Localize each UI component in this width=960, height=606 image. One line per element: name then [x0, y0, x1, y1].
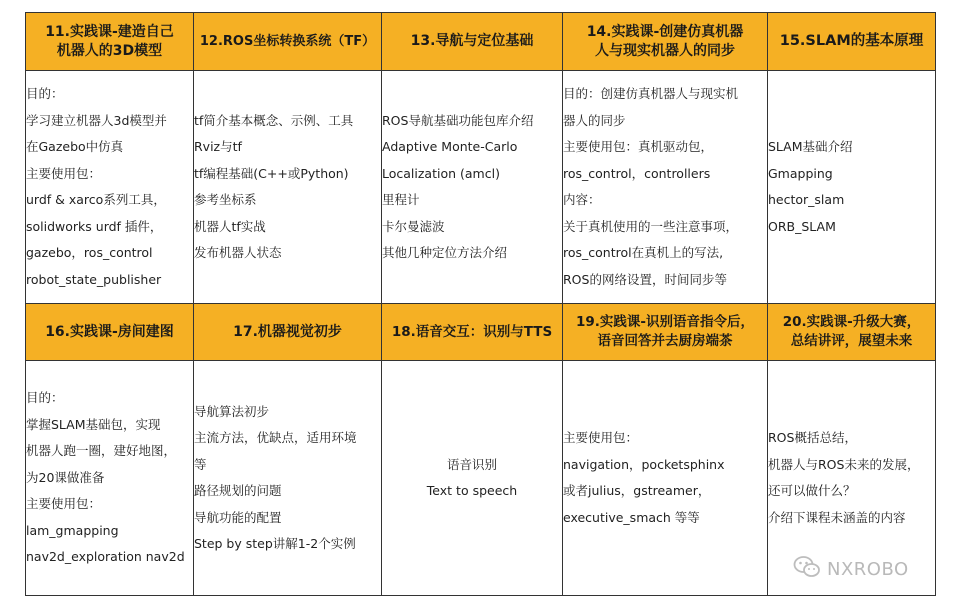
cell-line: 语音识别 — [446, 456, 497, 472]
wechat-icon — [793, 555, 821, 584]
header-cell — [26, 13, 194, 71]
header-cell — [382, 304, 563, 361]
cell-line: 参考坐标系 — [194, 192, 257, 207]
cell-line: Localization (amcl) — [382, 165, 500, 181]
cell-line: 还可以做什么？ — [768, 483, 856, 498]
cell-line: Step by step讲解1-2个实例 — [194, 536, 356, 551]
cell-line: Adaptive Monte-Carlo — [382, 139, 518, 154]
content-cell-11 — [26, 71, 194, 304]
cell-line: robot_state_publisher — [26, 271, 162, 287]
cell-line: tf编程基础(C++或Python) — [194, 165, 349, 181]
cell-line: SLAM基础介绍 — [768, 139, 853, 154]
header-13: 13.导航与定位基础 — [410, 33, 534, 49]
cell-line: 或者julius，gstreamer， — [563, 483, 711, 498]
content-cell-17 — [194, 361, 382, 596]
cell-line: executive_smach 等等 — [563, 509, 700, 525]
course-table — [25, 12, 936, 596]
cell-line: 机器人tf实战 — [194, 218, 266, 234]
cell-line: ros_control在真机上的写法, — [563, 245, 724, 260]
content-cell-13 — [382, 71, 563, 304]
cell-line: ros_control，controllers — [563, 165, 711, 181]
cell-line: 为20课做准备 — [26, 469, 105, 485]
cell-line: 等 — [194, 456, 207, 472]
content-cell-18 — [382, 361, 563, 596]
cell-line: 目的： — [26, 390, 64, 406]
header-12: 12.ROS坐标转换系统（TF） — [199, 34, 376, 49]
watermark — [793, 555, 909, 584]
cell-line: hector_slam — [768, 192, 845, 207]
header-cell — [194, 13, 382, 71]
header-cell — [563, 304, 768, 361]
cell-line: Text to speech — [426, 483, 518, 498]
cell-line: 主要使用包： — [26, 496, 102, 512]
cell-line: ROS的网络设置，时间同步等 — [563, 271, 727, 287]
cell-line: lam_gmapping — [26, 522, 119, 538]
cell-line: 发布机器人状态 — [194, 245, 282, 260]
cell-line: Rviz与tf — [194, 139, 242, 154]
cell-line: solidworks urdf 插件， — [26, 218, 163, 234]
header-cell — [563, 13, 768, 71]
header-17: 17.机器视觉初步 — [233, 323, 342, 340]
header-15: 15.SLAM的基本原理 — [779, 33, 924, 49]
cell-line: 其他几种定位方法介绍 — [382, 245, 508, 260]
cell-line: 导航功能的配置 — [194, 509, 282, 525]
content-cell-19 — [563, 361, 768, 596]
cell-line: 里程计 — [382, 192, 420, 207]
cell-line: navigation，pocketsphinx — [563, 456, 725, 472]
cell-line: Gmapping — [768, 165, 833, 181]
content-cell-12 — [194, 71, 382, 304]
cell-line: 主要使用包： — [563, 430, 639, 445]
cell-line: ROS概括总结， — [768, 430, 857, 445]
cell-line: gazebo，ros_control — [26, 245, 153, 260]
header-18: 18.语音交互：识别与TTS — [391, 323, 553, 340]
header-row-1 — [26, 13, 936, 71]
cell-line: 掌握SLAM基础包，实现 — [26, 416, 161, 432]
header-cell — [26, 304, 194, 361]
header-14: 14.实践课-创建仿真机器人与现实机器人的同步 — [586, 23, 744, 59]
cell-line: 学习建立机器人3d模型并 — [26, 112, 167, 128]
header-cell — [382, 13, 563, 71]
cell-line: 机器人跑一圈，建好地图， — [26, 443, 177, 459]
cell-line: 在Gazebo中仿真 — [26, 139, 124, 154]
cell-line: 卡尔曼滤波 — [382, 218, 445, 234]
content-cell-15 — [768, 71, 936, 304]
cell-line: 关于真机使用的一些注意事项， — [563, 218, 739, 234]
cell-line: tf简介基本概念、示例、工具 — [194, 112, 354, 128]
content-row-1 — [26, 71, 936, 304]
header-19: 19.实践课-识别语音指令后，语音回答并去厨房端茶 — [575, 314, 755, 349]
header-cell — [768, 304, 936, 361]
cell-line: 主流方法，优缺点，适用环境 — [194, 430, 357, 445]
cell-line: nav2d_exploration nav2d — [26, 549, 185, 565]
cell-line: 路径规划的问题 — [194, 483, 282, 498]
watermark-text: NXROBO — [827, 559, 909, 580]
header-cell — [194, 304, 382, 361]
header-16: 16.实践课-房间建图 — [45, 323, 174, 340]
cell-line: 主要使用包： — [26, 165, 102, 181]
cell-line: ORB_SLAM — [768, 218, 836, 234]
cell-line: 器人的同步 — [563, 112, 626, 128]
cell-line: 目的：创建仿真机器人与现实机 — [563, 86, 739, 101]
header-row-2 — [26, 304, 936, 361]
content-cell-14 — [563, 71, 768, 304]
content-cell-16 — [26, 361, 194, 596]
cell-line: 导航算法初步 — [194, 403, 270, 419]
header-11: 11.实践课-建造自己机器人的3D模型 — [45, 23, 174, 59]
cell-line: 主要使用包：真机驱动包， — [563, 139, 714, 154]
cell-line: 机器人与ROS未来的发展， — [768, 456, 920, 472]
cell-line: 内容： — [563, 192, 601, 207]
cell-line: 介绍下课程未涵盖的内容 — [768, 509, 906, 525]
header-20: 20.实践课-升级大赛，总结讲评，展望未来 — [782, 314, 921, 349]
cell-line: urdf & xarco系列工具， — [26, 192, 166, 207]
cell-line: 目的： — [26, 86, 64, 101]
cell-line: ROS导航基础功能包库介绍 — [382, 112, 534, 128]
header-cell — [768, 13, 936, 71]
